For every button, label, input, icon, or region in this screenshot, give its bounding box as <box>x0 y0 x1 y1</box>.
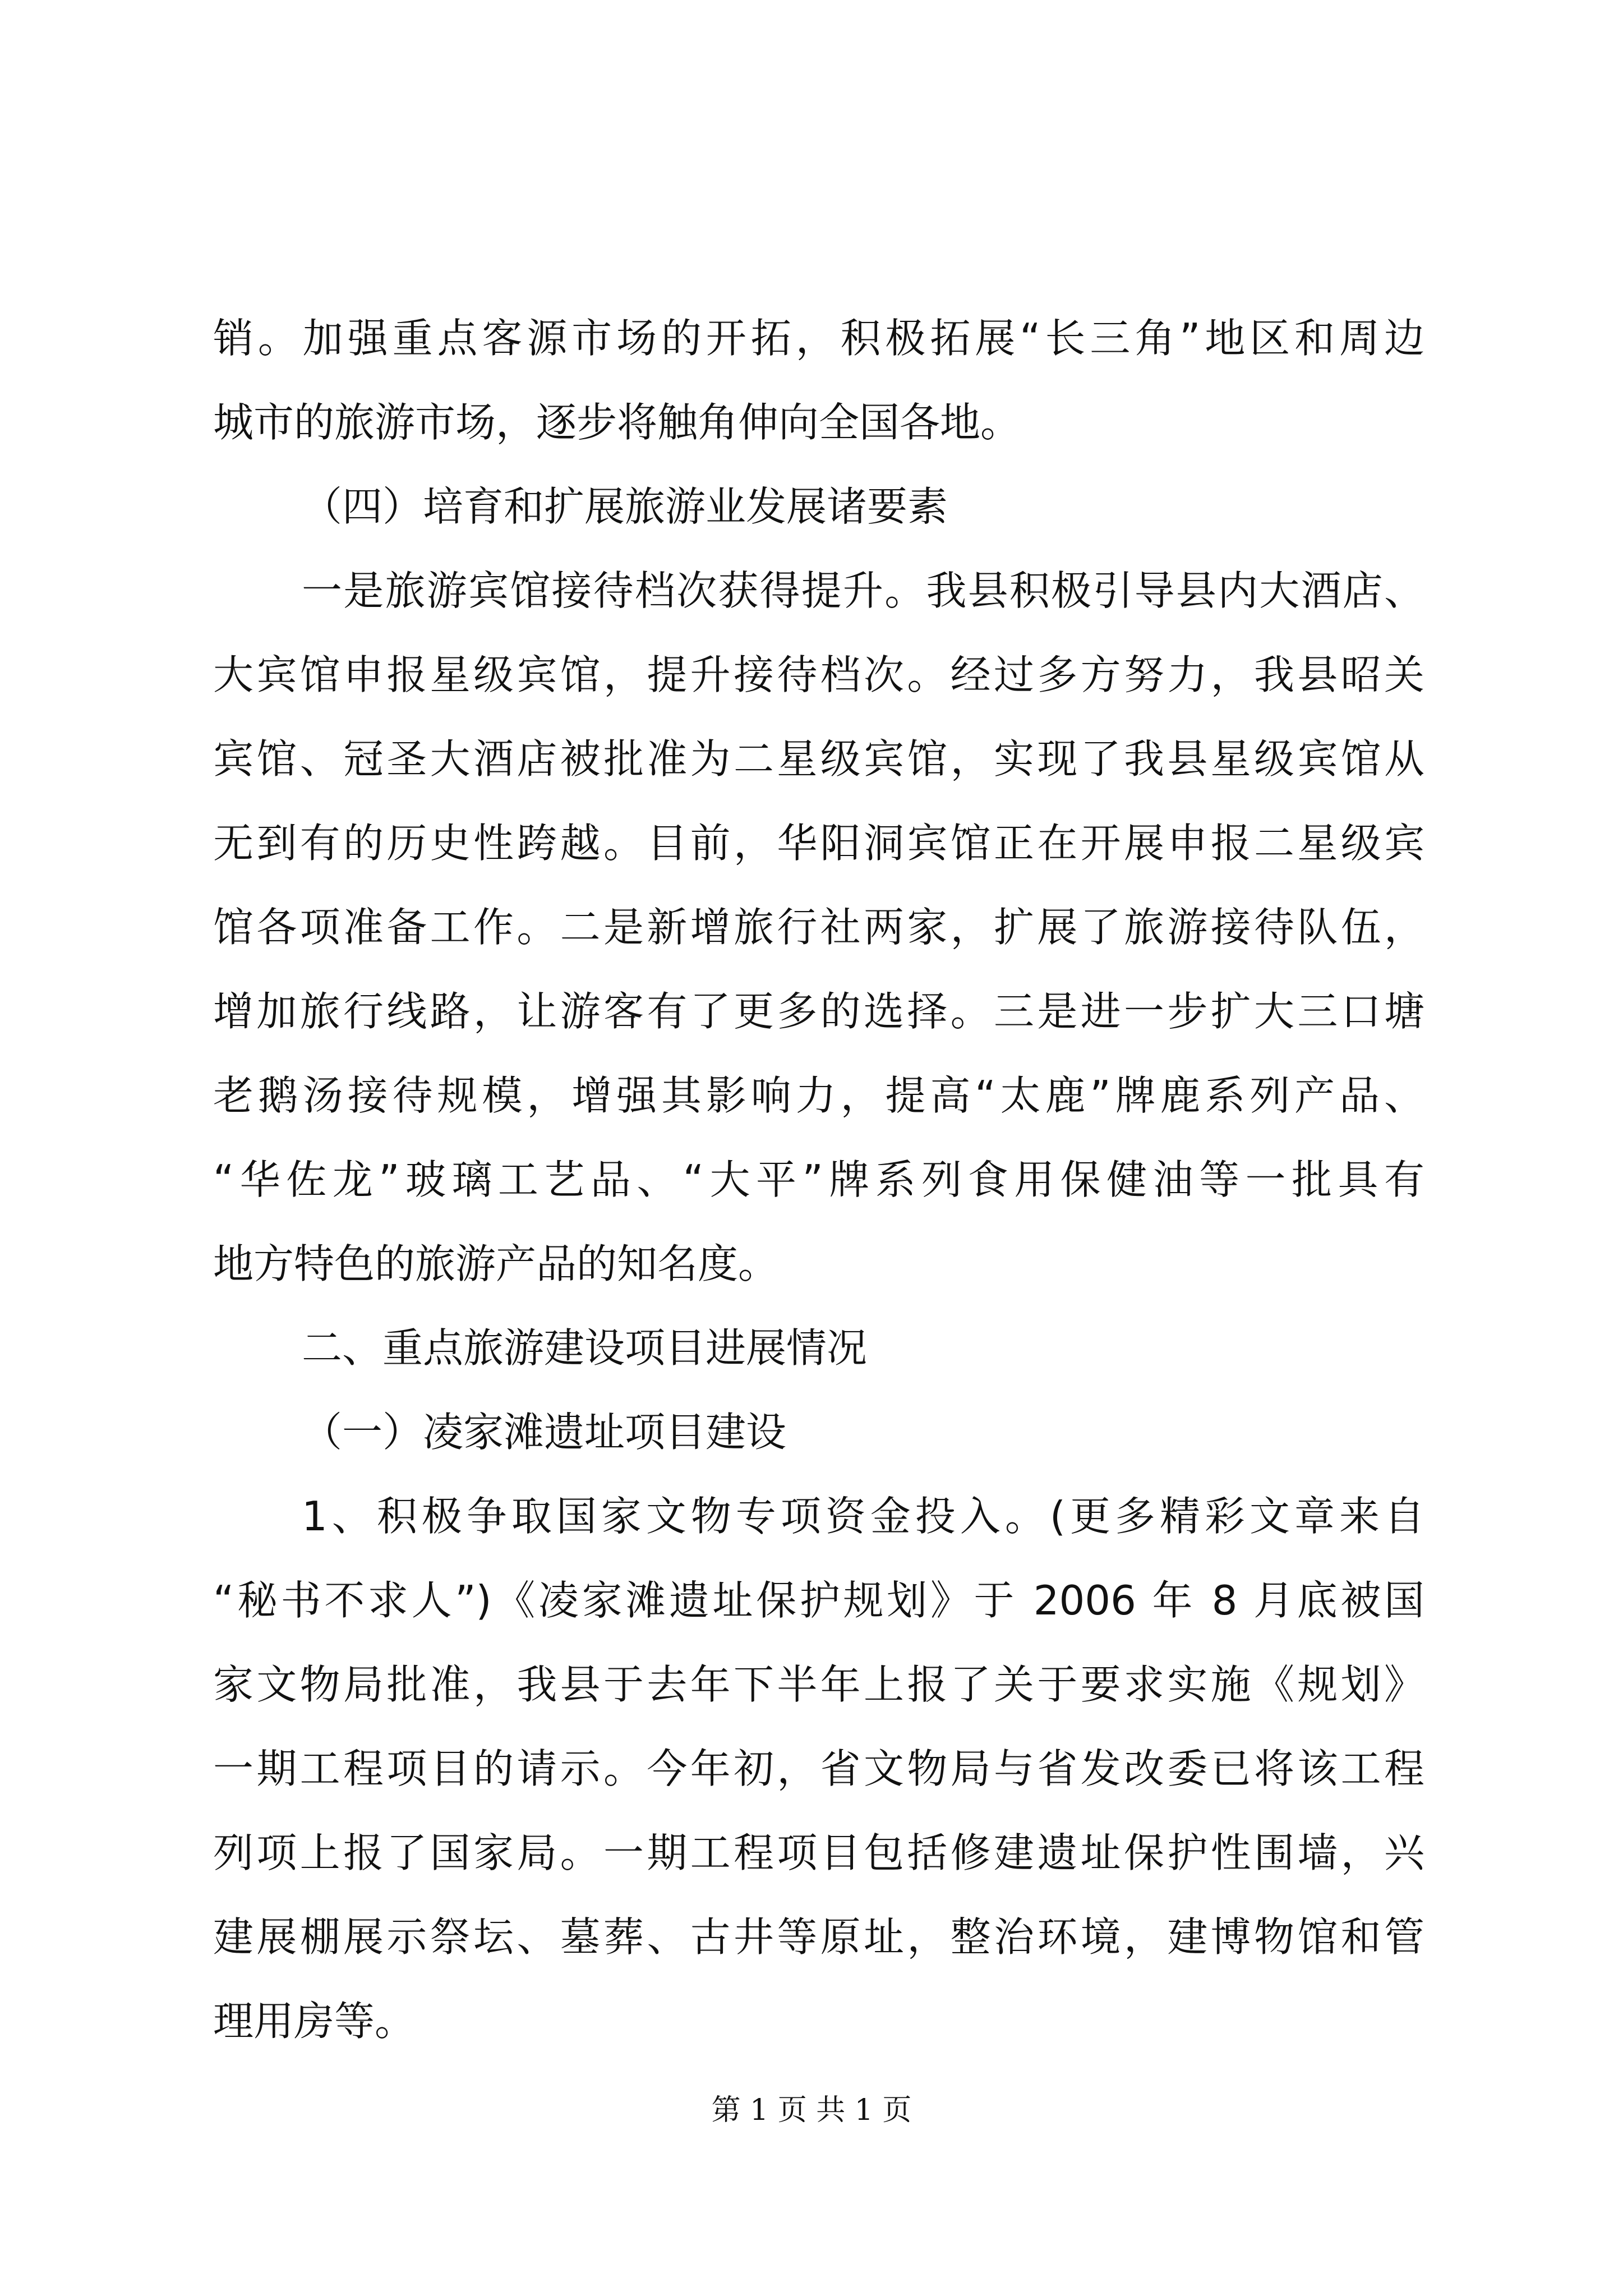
section-heading: （一）凌家滩遗址项目建设 <box>302 1409 787 1456</box>
paragraph-line: 建展棚展示祭坛、墓葬、古井等原址，整治环境，建博物馆和管 <box>213 1913 1424 1961</box>
paragraph-line: “华佐龙”玻璃工艺品、“大平”牌系列食用保健油等一批具有 <box>213 1156 1424 1203</box>
section-heading: 二、重点旅游建设项目进展情况 <box>302 1324 868 1372</box>
page-number-footer: 第 1 页 共 1 页 <box>711 2093 912 2127</box>
paragraph-line: 老鹅汤接待规模，增强其影响力，提高“太鹿”牌鹿系列产品、 <box>213 1072 1424 1119</box>
section-heading: （四）培育和扩展旅游业发展诸要素 <box>302 483 948 530</box>
paragraph-line: 理用房等。 <box>213 1998 416 2045</box>
paragraph-line: 城市的旅游市场，逐步将触角伸向全国各地。 <box>213 399 1021 446</box>
paragraph-line: 大宾馆申报星级宾馆，提升接待档次。经过多方努力，我县昭关 <box>213 651 1424 698</box>
paragraph-line: 1、积极争取国家文物专项资金投入。(更多精彩文章来自 <box>302 1493 1424 1540</box>
paragraph-line: 销。加强重点客源市场的开拓，积极拓展“长三角”地区和周边 <box>213 315 1424 362</box>
paragraph-line: 一是旅游宾馆接待档次获得提升。我县积极引导县内大酒店、 <box>302 567 1424 614</box>
paragraph-line: “秘书不求人”)《凌家滩遗址保护规划》于 2006 年 8 月底被国 <box>213 1577 1424 1624</box>
paragraph-line: 宾馆、冠圣大酒店被批准为二星级宾馆，实现了我县星级宾馆从 <box>213 735 1424 783</box>
paragraph-line: 增加旅行线路，让游客有了更多的选择。三是进一步扩大三口塘 <box>213 988 1424 1035</box>
paragraph-line: 地方特色的旅游产品的知名度。 <box>213 1240 779 1287</box>
paragraph-line: 列项上报了国家局。一期工程项目包括修建遗址保护性围墙，兴 <box>213 1829 1424 1876</box>
paragraph-line: 一期工程项目的请示。今年初，省文物局与省发改委已将该工程 <box>213 1745 1424 1792</box>
paragraph-line: 馆各项准备工作。二是新增旅行社两家，扩展了旅游接待队伍， <box>213 904 1424 951</box>
paragraph-line: 无到有的历史性跨越。目前，华阳洞宾馆正在开展申报二星级宾 <box>213 820 1424 867</box>
paragraph-line: 家文物局批准，我县于去年下半年上报了关于要求实施《规划》 <box>213 1661 1424 1708</box>
